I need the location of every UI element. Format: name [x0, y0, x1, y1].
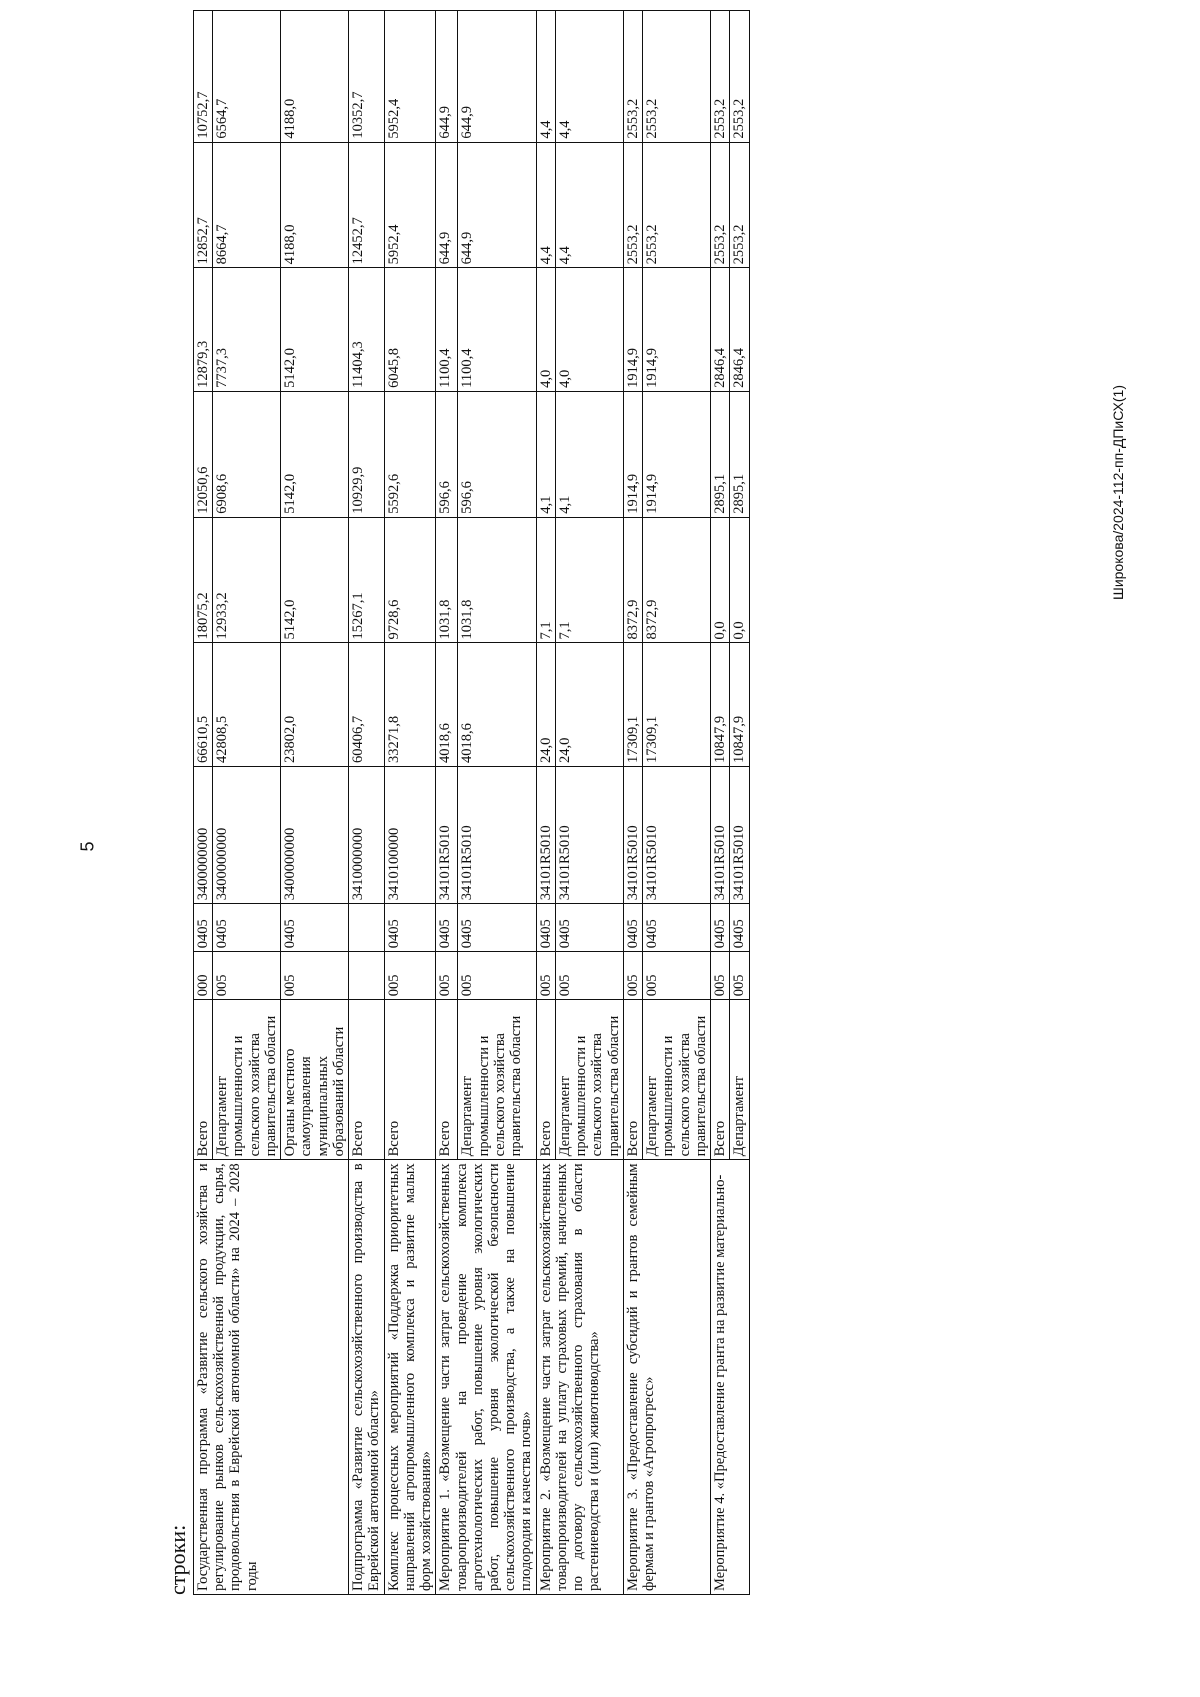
target-article-cell: 34101R5010 [623, 767, 642, 904]
target-article-cell: 3400000000 [194, 767, 213, 904]
amount-cell: 2553,2 [730, 11, 749, 143]
table-row [349, 11, 384, 1595]
amount-cell: 18075,2 [194, 517, 213, 643]
amount-cell: 8372,9 [623, 517, 642, 643]
amount-cell: 1031,8 [436, 517, 458, 643]
amount-cell: 10352,7 [349, 11, 384, 143]
amount-cell: 0,0 [730, 517, 749, 643]
amount-cell: 5952,4 [384, 142, 436, 268]
program-name-cell: Мероприятие 4. «Предоставление гранта на развитие материально- [711, 1160, 749, 1595]
amount-cell: 2553,2 [623, 11, 642, 143]
amount-cell: 1914,9 [643, 391, 711, 517]
target-article-cell: 3410100000 [384, 767, 436, 904]
amount-cell: 4,4 [536, 142, 555, 268]
amount-cell: 6908,6 [213, 391, 281, 517]
grbs-cell [349, 952, 384, 1000]
amount-cell: 2553,2 [711, 142, 730, 268]
grbs-cell: 005 [281, 952, 349, 1000]
executor-cell: Департамент промышленности и сельского хозяйства правительства области [458, 1000, 536, 1160]
amount-cell: 2553,2 [711, 11, 730, 143]
grbs-cell: 005 [458, 952, 536, 1000]
amount-cell: 1914,9 [643, 268, 711, 392]
target-article-cell: 34101R5010 [536, 767, 555, 904]
table-row [194, 11, 213, 1595]
amount-cell: 4018,6 [436, 643, 458, 767]
grbs-cell: 000 [194, 952, 213, 1000]
amount-cell: 10847,9 [730, 643, 749, 767]
table-row [384, 11, 436, 1595]
amount-cell: 10752,7 [194, 11, 213, 143]
amount-cell: 7,1 [536, 517, 555, 643]
executor-cell: Всего [536, 1000, 555, 1160]
rotated-content [165, 10, 1060, 1595]
section-cell: 0405 [555, 904, 623, 952]
section-cell: 0405 [436, 904, 458, 952]
grbs-cell: 005 [623, 952, 642, 1000]
table-row [436, 11, 458, 1595]
amount-cell: 11404,3 [349, 268, 384, 392]
amount-cell: 644,9 [458, 11, 536, 143]
amount-cell: 4,1 [555, 391, 623, 517]
amount-cell: 5592,6 [384, 391, 436, 517]
amount-cell: 644,9 [458, 142, 536, 268]
amount-cell: 17309,1 [623, 643, 642, 767]
amount-cell: 1914,9 [623, 268, 642, 392]
amount-cell: 12050,6 [194, 391, 213, 517]
section-cell: 0405 [194, 904, 213, 952]
amount-cell: 6564,7 [213, 11, 281, 143]
executor-cell: Всего [711, 1000, 730, 1160]
table-row [711, 11, 730, 1595]
grbs-cell: 005 [384, 952, 436, 1000]
amount-cell: 4,4 [555, 11, 623, 143]
section-cell: 0405 [730, 904, 749, 952]
section-cell: 0405 [281, 904, 349, 952]
section-cell: 0405 [623, 904, 642, 952]
amount-cell: 10929,9 [349, 391, 384, 517]
grbs-cell: 005 [711, 952, 730, 1000]
amount-cell: 4,0 [555, 268, 623, 392]
amount-cell: 1914,9 [623, 391, 642, 517]
target-article-cell: 34101R5010 [458, 767, 536, 904]
grbs-cell: 005 [555, 952, 623, 1000]
amount-cell: 12452,7 [349, 142, 384, 268]
amount-cell: 2846,4 [730, 268, 749, 392]
grbs-cell: 005 [213, 952, 281, 1000]
target-article-cell: 3410000000 [349, 767, 384, 904]
section-cell: 0405 [711, 904, 730, 952]
grbs-cell: 005 [536, 952, 555, 1000]
target-article-cell: 34101R5010 [643, 767, 711, 904]
page-number: 5 [77, 841, 98, 852]
amount-cell: 15267,1 [349, 517, 384, 643]
amount-cell: 5142,0 [281, 268, 349, 392]
section-cell: 0405 [384, 904, 436, 952]
amount-cell: 24,0 [536, 643, 555, 767]
amount-cell: 0,0 [711, 517, 730, 643]
amount-cell: 1100,4 [458, 268, 536, 392]
program-name-cell: Мероприятие 2. «Возмещение части затрат сельскохозяйственных товаропроизводителей на уплату страховых премий, начисленных по договору сельскохозяйственного страхования в области растениеводства и (или) животноводства» [536, 1160, 623, 1595]
amount-cell: 4,0 [536, 268, 555, 392]
amount-cell: 2553,2 [643, 11, 711, 143]
amount-cell: 17309,1 [643, 643, 711, 767]
executor-cell: Департамент промышленности и сельского хозяйства правительства области [213, 1000, 281, 1160]
executor-cell: Всего [436, 1000, 458, 1160]
amount-cell: 7,1 [555, 517, 623, 643]
program-name-cell: Мероприятие 3. «Предоставление субсидий и грантов семейным фермам и грантов «Агропрогресс» [623, 1160, 710, 1595]
table-row [623, 11, 642, 1595]
amount-cell: 4,4 [536, 11, 555, 143]
amount-cell: 4018,6 [458, 643, 536, 767]
executor-cell: Всего [623, 1000, 642, 1160]
section-cell [349, 904, 384, 952]
amount-cell: 2553,2 [623, 142, 642, 268]
amount-cell: 2846,4 [711, 268, 730, 392]
amount-cell: 596,6 [458, 391, 536, 517]
amount-cell: 10847,9 [711, 643, 730, 767]
amount-cell: 2553,2 [643, 142, 711, 268]
target-article-cell: 34101R5010 [436, 767, 458, 904]
amount-cell: 4,1 [536, 391, 555, 517]
amount-cell: 1100,4 [436, 268, 458, 392]
amount-cell: 66610,5 [194, 643, 213, 767]
amount-cell: 12852,7 [194, 142, 213, 268]
executor-cell: Департамент промышленности и сельского хозяйства правительства области [555, 1000, 623, 1160]
document-code: Широкова/2024-112-пп-ДПиСХ(1) [1110, 385, 1126, 600]
target-article-cell: 34101R5010 [555, 767, 623, 904]
amount-cell: 33271,8 [384, 643, 436, 767]
section-heading: строки: [165, 1524, 190, 1595]
amount-cell: 12933,2 [213, 517, 281, 643]
amount-cell: 644,9 [436, 142, 458, 268]
amount-cell: 4188,0 [281, 11, 349, 143]
executor-cell: Всего [349, 1000, 384, 1160]
section-cell: 0405 [643, 904, 711, 952]
amount-cell: 42808,5 [213, 643, 281, 767]
executor-cell: Департамент промышленности и сельского хозяйства правительства области [643, 1000, 711, 1160]
program-name-cell: Комплекс процессных мероприятий «Поддержка приоритетных направлений агропромышленного комплекса и развитие малых форм хозяйствования» [384, 1160, 436, 1595]
program-name-cell: Мероприятие 1. «Возмещение части затрат сельскохозяйственных товаропроизводителей на проведение комплекса агротехнологических работ, повышение уровня экологических работ, повышение уровня экологической безопасности сельскохозяйственного производства, а также на повышение плодородия и качества почв» [436, 1160, 536, 1595]
budget-table [193, 10, 750, 1595]
amount-cell: 23802,0 [281, 643, 349, 767]
amount-cell: 9728,6 [384, 517, 436, 643]
grbs-cell: 005 [643, 952, 711, 1000]
amount-cell: 4,4 [555, 142, 623, 268]
amount-cell: 7737,3 [213, 268, 281, 392]
executor-cell: Всего [194, 1000, 213, 1160]
target-article-cell: 3400000000 [213, 767, 281, 904]
section-cell: 0405 [458, 904, 536, 952]
target-article-cell: 3400000000 [281, 767, 349, 904]
amount-cell: 5952,4 [384, 11, 436, 143]
grbs-cell: 005 [730, 952, 749, 1000]
amount-cell: 8372,9 [643, 517, 711, 643]
target-article-cell: 34101R5010 [730, 767, 749, 904]
amount-cell: 5142,0 [281, 391, 349, 517]
section-cell: 0405 [536, 904, 555, 952]
amount-cell: 4188,0 [281, 142, 349, 268]
amount-cell: 24,0 [555, 643, 623, 767]
grbs-cell: 005 [436, 952, 458, 1000]
target-article-cell: 34101R5010 [711, 767, 730, 904]
amount-cell: 644,9 [436, 11, 458, 143]
executor-cell: Департамент [730, 1000, 749, 1160]
amount-cell: 596,6 [436, 391, 458, 517]
amount-cell: 2895,1 [711, 391, 730, 517]
executor-cell: Всего [384, 1000, 436, 1160]
program-name-cell: Подпрограмма «Развитие сельскохозяйственного производства в Еврейской автономной области» [349, 1160, 384, 1595]
amount-cell: 1031,8 [458, 517, 536, 643]
program-name-cell: Государственная программа «Развитие сельского хозяйства и регулирование рынков сельскохозяйственной продукции, сырья, продовольствия в Еврейской автономной области» на 2024 – 2028 годы [194, 1160, 349, 1595]
amount-cell: 6045,8 [384, 268, 436, 392]
amount-cell: 8664,7 [213, 142, 281, 268]
amount-cell: 2895,1 [730, 391, 749, 517]
table-row [536, 11, 555, 1595]
amount-cell: 60406,7 [349, 643, 384, 767]
amount-cell: 2553,2 [730, 142, 749, 268]
amount-cell: 5142,0 [281, 517, 349, 643]
section-cell: 0405 [213, 904, 281, 952]
executor-cell: Органы местного самоуправления муниципальных образований области [281, 1000, 349, 1160]
amount-cell: 12879,3 [194, 268, 213, 392]
